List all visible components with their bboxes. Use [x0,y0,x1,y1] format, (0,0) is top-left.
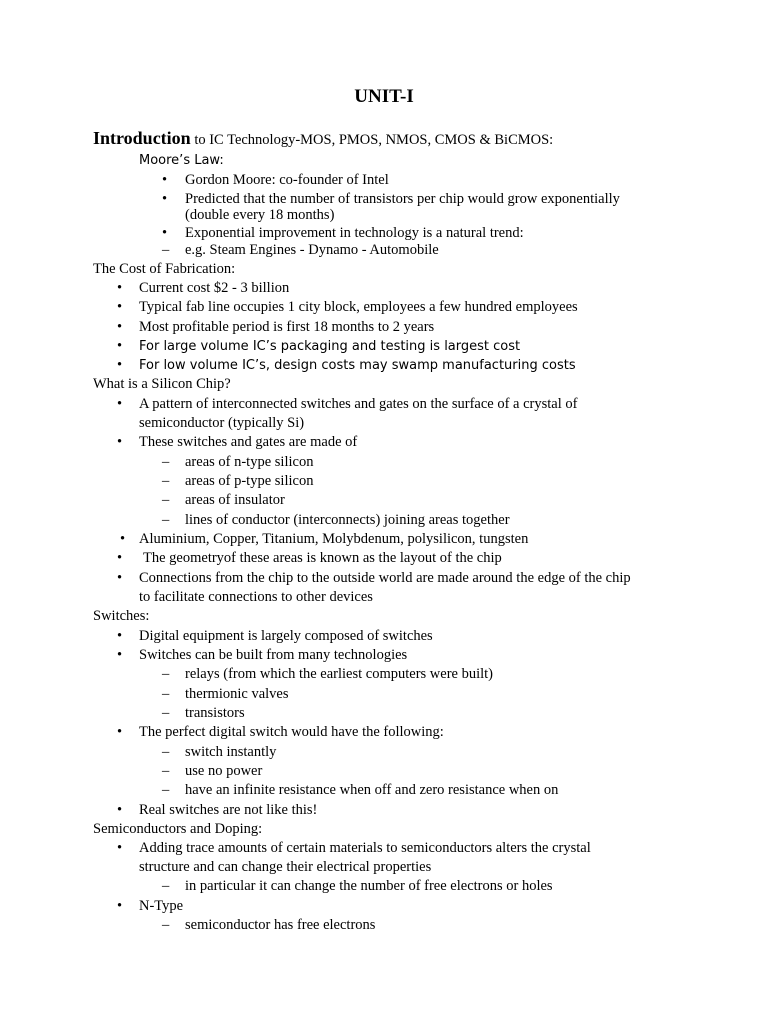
dash-marker: – [162,705,170,721]
list-item: have an infinite resistance when off and zero resistance when on [185,782,559,798]
bullet-marker: • [162,172,168,188]
bullet-marker: • [117,898,123,914]
list-item: For large volume IC’s packaging and testing is largest cost [139,339,521,354]
bullet-marker: • [117,299,123,315]
intro-heading [93,128,553,149]
bullet-marker: • [117,724,123,740]
bullet-marker: • [117,570,123,586]
bullet-marker: • [117,840,123,856]
dash-marker: – [162,666,170,682]
list-item: areas of insulator [185,492,285,508]
list-item: These switches and gates are made of [139,434,358,450]
dash-marker: – [162,473,170,489]
list-item: structure and can change their electrical properties [139,859,432,875]
bullet-marker: • [117,396,123,412]
bullet-marker: • [120,531,126,547]
list-item: use no power [185,763,263,779]
dash-marker: – [162,782,170,798]
bullet-marker: • [117,319,123,335]
bullet-marker: • [117,338,123,354]
bullet-marker: • [162,191,168,207]
list-item: Switches can be built from many technologies [139,647,408,663]
intro-bold-word: Introduction [93,128,191,148]
bullet-marker: • [117,434,123,450]
list-item: relays (from which the earliest computers were built) [185,666,494,682]
list-item: Most profitable period is first 18 months to 2 years [139,319,435,335]
list-item: semiconductor (typically Si) [139,415,305,431]
list-item: Adding trace amounts of certain materials to semiconductors alters the crystal [139,840,591,856]
list-item: Digital equipment is largely composed of switches [139,628,433,644]
chip-heading: What is a Silicon Chip? [93,376,231,392]
dash-marker: – [162,878,170,894]
list-item: thermionic valves [185,686,289,702]
list-item: semiconductor has free electrons [185,917,376,933]
list-item: A pattern of interconnected switches and gates on the surface of a crystal of [139,396,578,412]
dash-marker: – [162,744,170,760]
list-item: areas of n-type silicon [185,454,314,470]
list-item: areas of p-type silicon [185,473,314,489]
dash-marker: – [162,492,170,508]
bullet-marker: • [117,357,123,373]
bullet-marker: • [117,550,123,566]
bullet-marker: • [162,225,168,241]
bullet-marker: • [117,628,123,644]
list-item: N-Type [139,898,184,914]
list-item: in particular it can change the number of free electrons or holes [185,878,553,894]
list-item: Typical fab line occupies 1 city block, employees a few hundred employees [139,299,578,315]
semiconductors-heading: Semiconductors and Doping: [93,821,263,837]
cost-heading: The Cost of Fabrication: [93,261,236,277]
list-item: For low volume IC’s, design costs may swamp manufacturing costs [139,358,576,373]
list-item: The perfect digital switch would have the following: [139,724,444,740]
list-item: The geometryof these areas is known as the layout of the chip [143,550,502,566]
list-item: Exponential improvement in technology is a natural trend: [185,225,524,241]
list-item: Current cost $2 - 3 billion [139,280,290,296]
dash-marker: – [162,763,170,779]
list-item: e.g. Steam Engines - Dynamo - Automobile [185,242,439,258]
list-item: Connections from the chip to the outside world are made around the edge of the chip [139,570,631,586]
list-item: lines of conductor (interconnects) joining areas together [185,512,510,528]
bullet-marker: • [117,647,123,663]
dash-marker: – [162,917,170,933]
bullet-marker: • [117,802,123,818]
list-item: Aluminium, Copper, Titanium, Molybdenum, polysilicon, tungsten [139,531,529,547]
list-item: to facilitate connections to other devices [139,589,373,605]
dash-marker: – [162,242,170,258]
bullet-marker: • [117,280,123,296]
list-item: Real switches are not like this! [139,802,318,818]
list-item: (double every 18 months) [185,207,335,223]
list-item: transistors [185,705,245,721]
moores-law-heading: Moore’s Law: [139,153,224,168]
intro-subtitle: to IC Technology-MOS, PMOS, NMOS, CMOS & BiCMOS: [190,132,554,148]
dash-marker: – [162,454,170,470]
list-item: switch instantly [185,744,277,760]
switches-heading: Switches: [93,608,150,624]
list-item: Predicted that the number of transistors per chip would grow exponentially [185,191,620,207]
dash-marker: – [162,512,170,528]
list-item: Gordon Moore: co-founder of Intel [185,172,389,188]
dash-marker: – [162,686,170,702]
unit-title: UNIT-I [354,86,414,107]
